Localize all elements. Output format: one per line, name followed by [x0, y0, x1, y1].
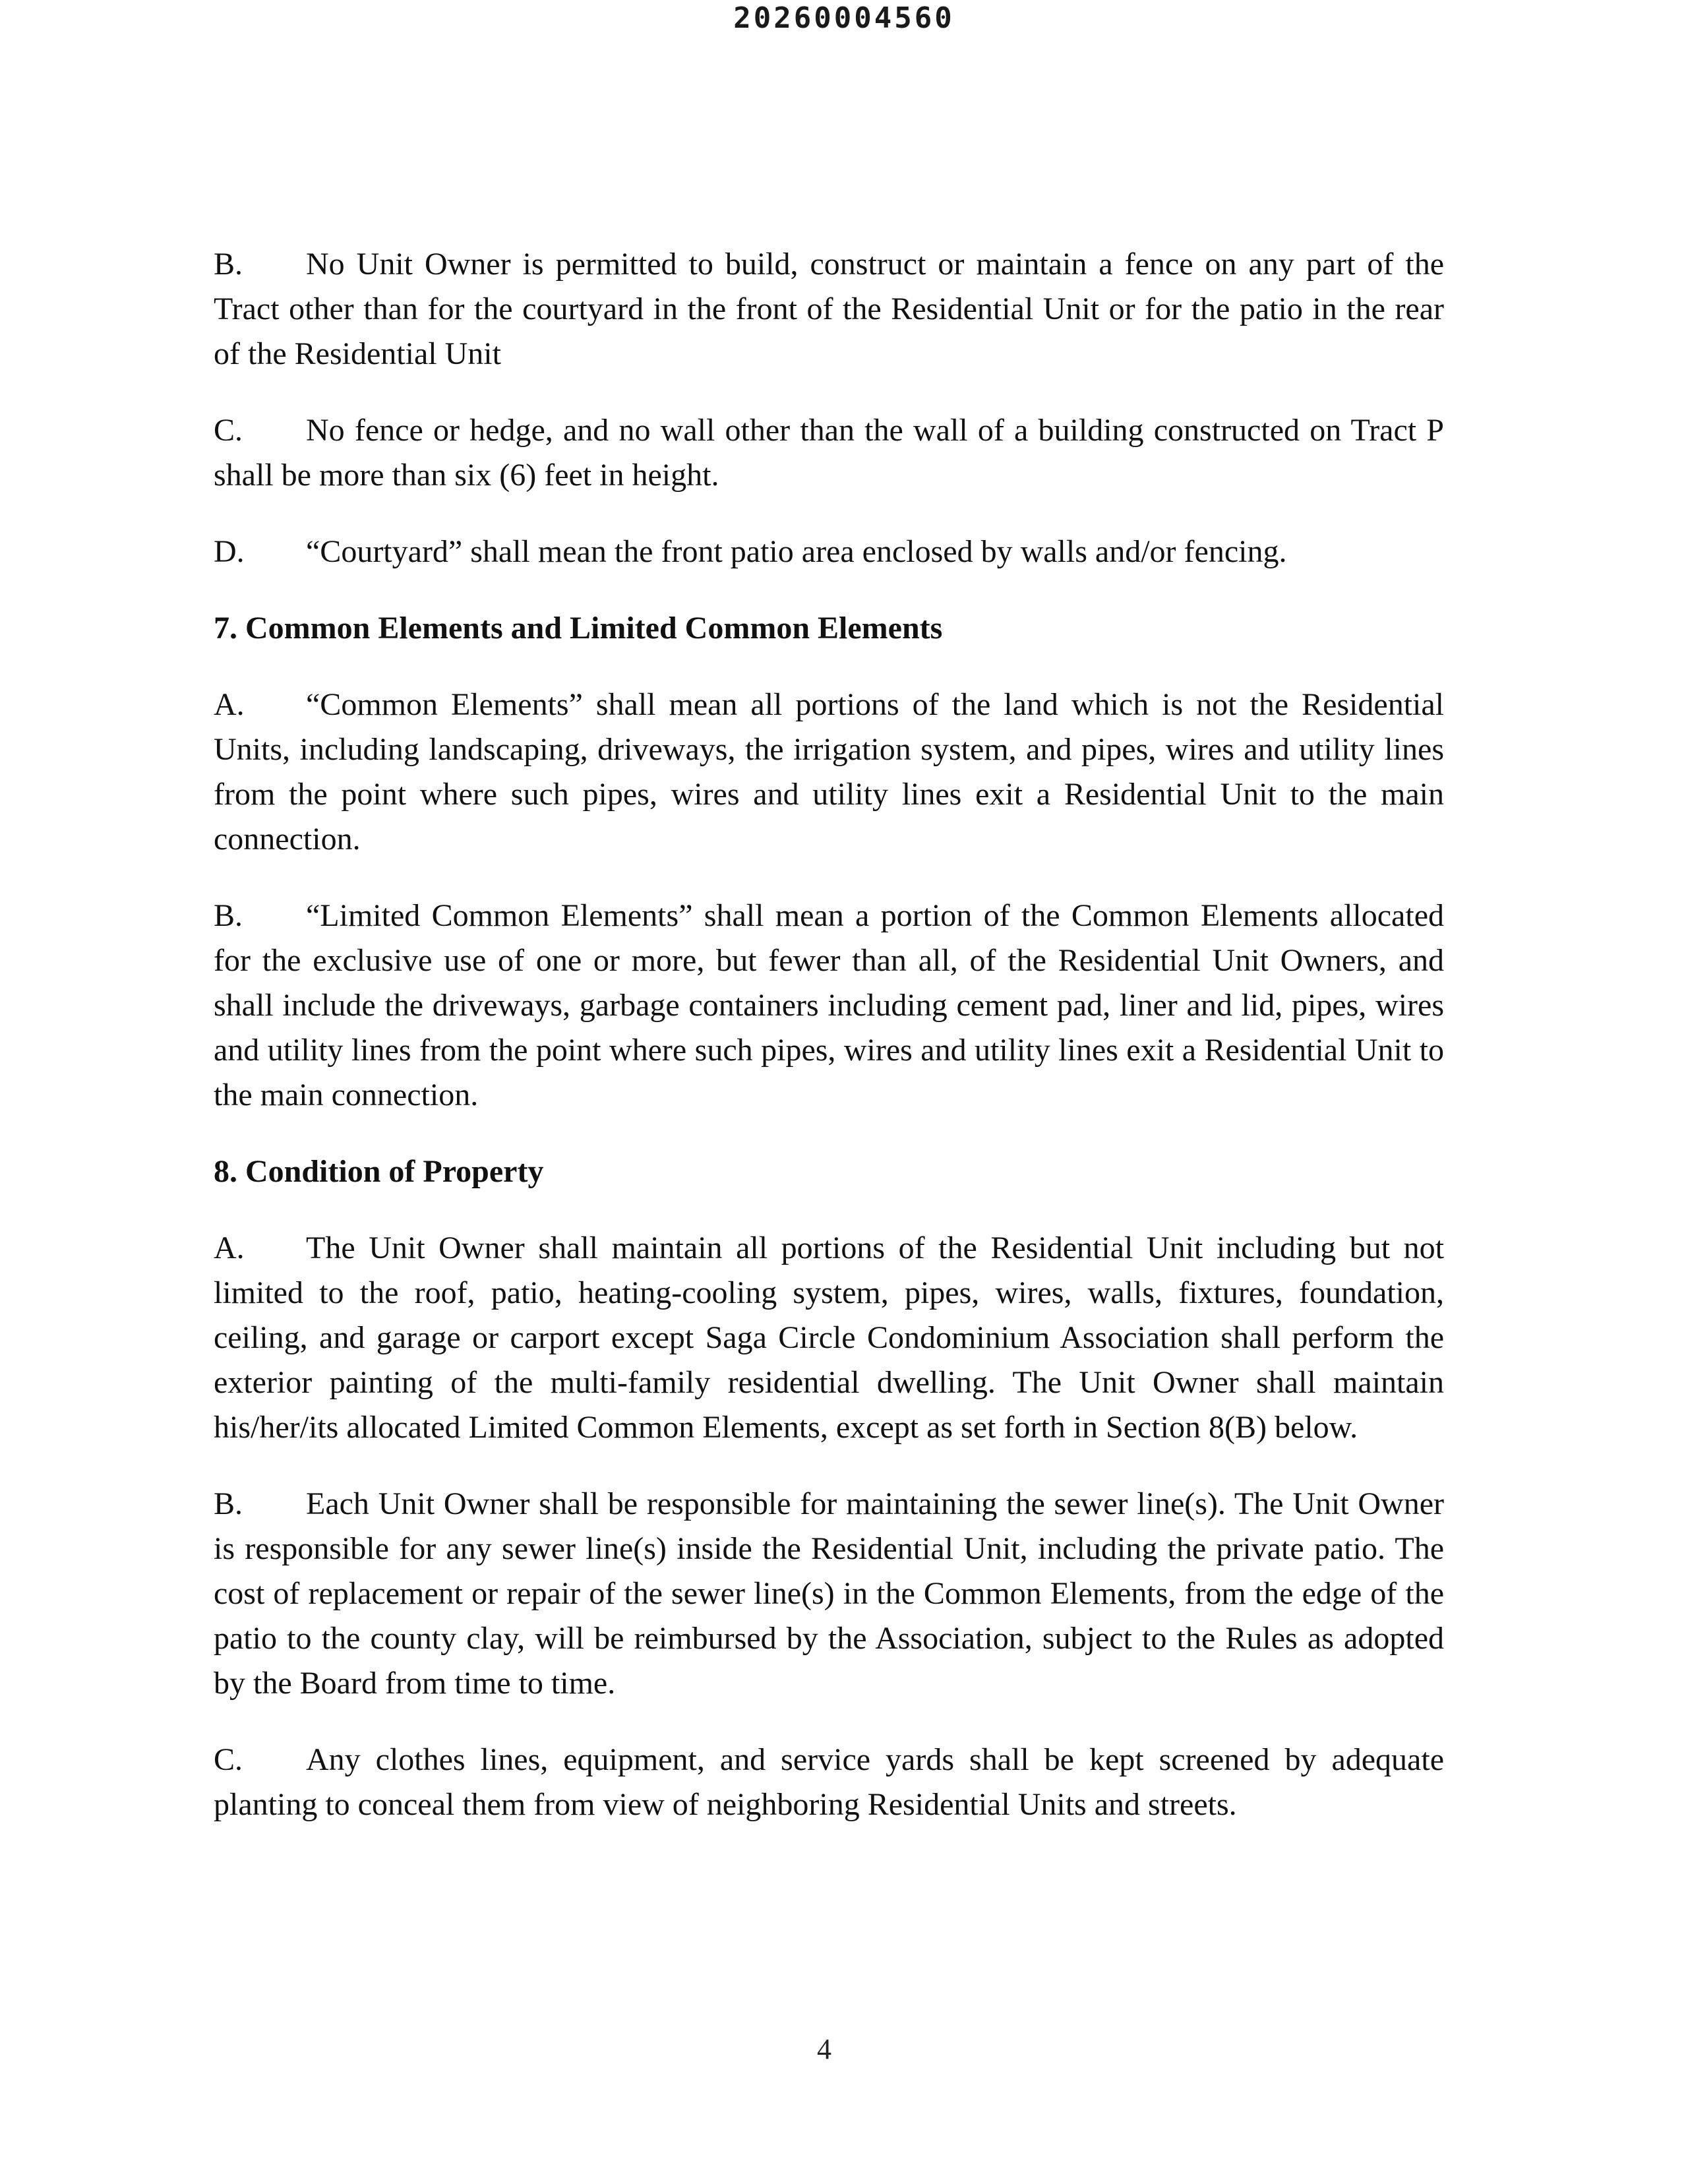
paragraph-text: No Unit Owner is permitted to build, construct or maintain a fence on any part of the Tract other than for the courtyard in the front of the Residential Unit or for the patio in the rear of the Residential Unit	[214, 247, 1444, 371]
paragraph-letter: B.	[214, 247, 243, 282]
paragraph-6c	[214, 408, 1444, 498]
paragraph-letter: C.	[214, 1742, 243, 1777]
paragraph-letter: A.	[214, 1230, 245, 1265]
paragraph-letter: A.	[214, 687, 245, 722]
document-body	[214, 242, 1444, 1859]
section-7-heading: 7. Common Elements and Limited Common Elements	[214, 611, 943, 646]
paragraph-text: “Common Elements” shall mean all portions of the land which is not the Residential Units, including landscaping, driveways, the irrigation system, and pipes, wires and utility lines from the point where such pipes, wires and utility lines exit a Residential Unit to the main connection.	[214, 687, 1444, 857]
paragraph-text: “Limited Common Elements” shall mean a portion of the Common Elements allocated for the exclusive use of one or more, but fewer than all, of the Residential Unit Owners, and shall include the driveways, garbage containers including cement pad, liner and lid, pipes, wires and utility lines from the point where such pipes, wires and utility lines exit a Residential Unit to the main connection.	[214, 898, 1444, 1112]
paragraph-7b	[214, 894, 1444, 1118]
paragraph-letter: D.	[214, 534, 245, 569]
paragraph-8c	[214, 1738, 1444, 1827]
paragraph-7a	[214, 682, 1444, 862]
paragraph-letter: C.	[214, 413, 243, 448]
document-number: 20260004560	[733, 1, 955, 35]
paragraph-text: Each Unit Owner shall be responsible for maintaining the sewer line(s). The Unit Owner is responsible for any sewer line(s) inside the Residential Unit, including the private patio. The cost of replacement or repair of the sewer line(s) in the Common Elements, from the edge of the patio to the county clay, will be reimbursed by the Association, subject to the Rules as adopted by the Board from time to time.	[214, 1486, 1444, 1701]
paragraph-8a	[214, 1226, 1444, 1450]
paragraph-letter: B.	[214, 1486, 243, 1521]
paragraph-6b	[214, 242, 1444, 377]
paragraph-text: “Courtyard” shall mean the front patio area enclosed by walls and/or fencing.	[306, 534, 1287, 569]
paragraph-8b	[214, 1482, 1444, 1706]
paragraph-letter: B.	[214, 898, 243, 933]
paragraph-6d	[214, 530, 1444, 574]
paragraph-text: No fence or hedge, and no wall other than the wall of a building constructed on Tract P shall be more than six (6) feet in height.	[214, 413, 1444, 493]
paragraph-text: Any clothes lines, equipment, and service yards shall be kept screened by adequate planting to conceal them from view of neighboring Residential Units and streets.	[214, 1742, 1444, 1822]
paragraph-text: The Unit Owner shall maintain all portions of the Residential Unit including but not limited to the roof, patio, heating-cooling system, pipes, wires, walls, fixtures, foundation, ceiling, and garage or carport except Saga Circle Condominium Association shall perform the exterior painting of the multi-family residential dwelling. The Unit Owner shall maintain his/her/its allocated Limited Common Elements, except as set forth in Section 8(B) below.	[214, 1230, 1444, 1445]
page-number: 4	[817, 2033, 831, 2065]
section-8-heading: 8. Condition of Property	[214, 1154, 544, 1189]
